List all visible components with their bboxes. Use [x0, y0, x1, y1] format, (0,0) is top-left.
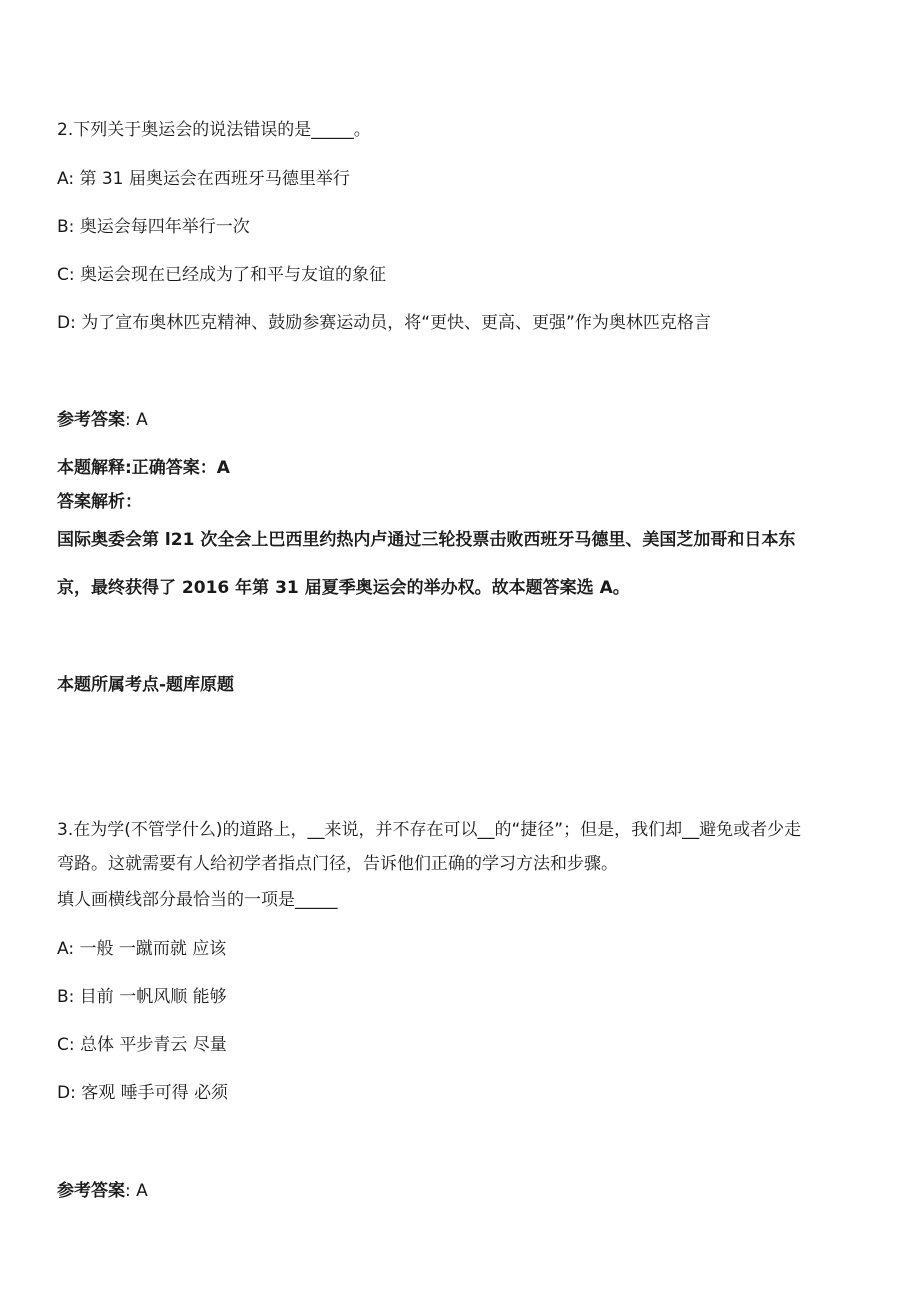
question-2-analysis-line-2: 京，最终获得了 2016 年第 31 届夏季奥运会的举办权。故本题答案选 A。: [57, 578, 630, 598]
question-2-knowledge-point: 本题所属考点-题库原题: [57, 675, 235, 695]
question-3-option-b: B: 目前 一帆风顺 能够: [57, 987, 227, 1007]
question-2-option-b: B: 奥运会每四年举行一次: [57, 217, 250, 237]
question-3-option-c: C: 总体 平步青云 尽量: [57, 1035, 227, 1055]
question-2-option-c: C: 奥运会现在已经成为了和平与友谊的象征: [57, 265, 387, 285]
question-2-stem: 2.下列关于奥运会的说法错误的是_____。: [57, 120, 371, 140]
question-3-answer: [57, 1179, 880, 1203]
answer-label: 参考答案: [57, 410, 125, 430]
answer-value: : A: [125, 410, 148, 430]
question-2-answer: [57, 408, 880, 432]
question-3-prompt: 填人画横线部分最恰当的一项是_____: [57, 890, 338, 910]
question-2-analysis-label: 答案解析：: [57, 492, 142, 512]
question-3-stem-line-2: 弯路。这就需要有人给初学者指点门径，告诉他们正确的学习方法和步骤。: [57, 854, 618, 874]
question-3-stem-line-1: 3.在为学(不管学什么)的道路上，__来说，并不存在可以__的“捷径”；但是，我们却__避免或者少走: [57, 820, 802, 840]
question-2-option-a: A: 第 31 届奥运会在西班牙马德里举行: [57, 169, 350, 189]
question-3-option-a: A: 一般 一蹴而就 应该: [57, 939, 227, 959]
question-2-analysis-line-1: 国际奥委会第 l21 次全会上巴西里约热内卢通过三轮投票击败西班牙马德里、美国芝加哥和日本东: [57, 530, 796, 550]
question-3-option-d: D: 客观 唾手可得 必须: [57, 1083, 229, 1103]
answer-label: 参考答案: [57, 1181, 125, 1201]
answer-value: : A: [125, 1181, 148, 1201]
question-2-option-d: D: 为了宣布奥林匹克精神、鼓励参赛运动员，将“更快、更高、更强”作为奥林匹克格言: [57, 313, 711, 333]
question-2-explanation-label: 本题解释:正确答案：A: [57, 458, 230, 478]
